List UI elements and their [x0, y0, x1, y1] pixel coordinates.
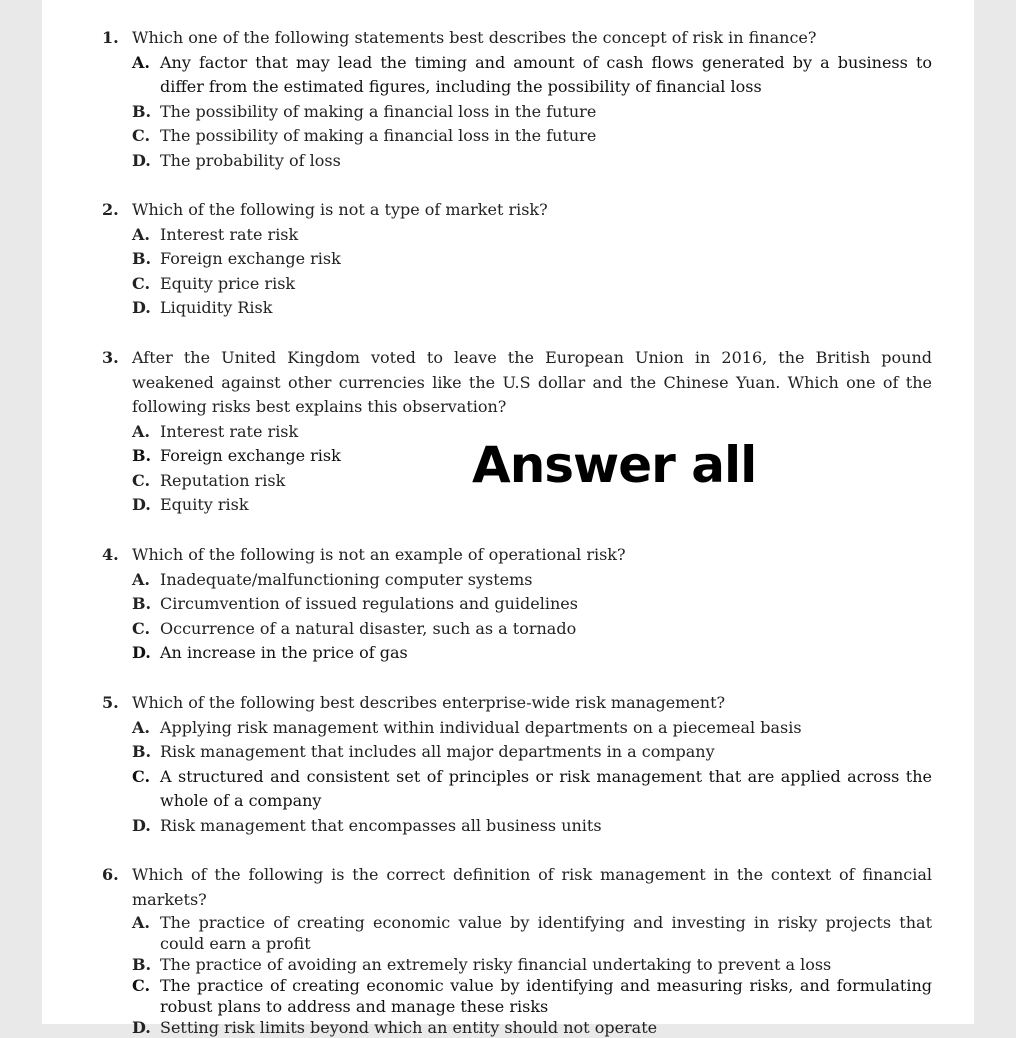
option-letter: A. — [132, 224, 150, 244]
option-letter: D. — [132, 150, 151, 170]
question-number: 2. — [102, 200, 119, 219]
option-letter: B. — [132, 249, 152, 268]
option-text: Setting risk limits beyond which an entity should not operate — [160, 1018, 658, 1037]
option-text: The possibility of making a financial loss in the future — [160, 101, 597, 121]
question-text: Which of the following best describes enterprise-wide risk management? — [132, 693, 726, 712]
option-text: An increase in the price of gas — [160, 643, 408, 662]
question-1 — [102, 26, 932, 173]
option-letter: D. — [132, 643, 151, 662]
option-text: Interest rate risk — [160, 421, 299, 441]
option-letter: A. — [132, 52, 150, 72]
option-text: Applying risk management within individual departments on a piecemeal basis — [160, 717, 802, 737]
option-text: The probability of loss — [160, 150, 341, 170]
option-letter: D. — [132, 1018, 151, 1037]
option-letter: A. — [132, 913, 150, 932]
question-text: Which of the following is not a type of market risk? — [132, 200, 548, 219]
question-text: After the United Kingdom voted to leave the European Union in 2016, the British pound weakened against other currencies like the U.S dollar and the Chinese Yuan. Which one of the following risks best explains this observation? — [132, 348, 932, 416]
option-text: Reputation risk — [160, 470, 286, 490]
option-letter: B. — [132, 101, 152, 121]
option-letter: B. — [132, 446, 152, 465]
option-text: Risk management that encompasses all business units — [160, 815, 602, 835]
option-letter: A. — [132, 717, 150, 737]
question-number: 3. — [102, 348, 119, 367]
option-text: The practice of creating economic value by identifying and measuring risks, and formulating robust plans to address and manage these risks — [160, 976, 932, 1016]
option-text: Equity price risk — [160, 273, 296, 293]
option-text: Foreign exchange risk — [160, 446, 341, 465]
option-letter: D. — [132, 815, 151, 835]
question-5 — [102, 691, 932, 838]
option-letter: A. — [132, 421, 150, 441]
question-text: Which one of the following statements best describes the concept of risk in finance? — [132, 28, 817, 47]
option-letter: D. — [132, 495, 151, 514]
option-text: Any factor that may lead the timing and amount of cash flows generated by a business to differ from the estimated figures, including the possibility of financial loss — [160, 52, 932, 96]
option-text: The practice of creating economic value by identifying and investing in risky projects that could earn a profit — [160, 913, 932, 953]
question-text: Which of the following is not an example of operational risk? — [132, 545, 626, 564]
option-text: Liquidity Risk — [160, 298, 273, 317]
option-letter: C. — [132, 273, 151, 293]
option-text: Circumvention of issued regulations and guidelines — [160, 594, 578, 613]
option-letter: B. — [132, 594, 152, 613]
question-number: 6. — [102, 865, 119, 884]
answer-all-overlay: Answer all — [472, 436, 757, 494]
option-text: Foreign exchange risk — [160, 249, 341, 268]
option-text: Inadequate/malfunctioning computer systems — [160, 569, 533, 589]
question-6 — [102, 863, 932, 1038]
option-letter: C. — [132, 470, 151, 490]
option-letter: C. — [132, 618, 151, 638]
option-letter: C. — [132, 126, 151, 145]
question-number: 4. — [102, 545, 119, 564]
option-letter: D. — [132, 298, 151, 317]
option-text: The practice of avoiding an extremely risky financial undertaking to prevent a loss — [160, 955, 832, 974]
option-text: Equity risk — [160, 495, 249, 514]
option-letter: B. — [132, 955, 152, 974]
option-text: Risk management that includes all major departments in a company — [160, 742, 715, 761]
question-2 — [102, 198, 932, 321]
question-number: 1. — [102, 28, 119, 47]
option-text: The possibility of making a financial loss in the future — [160, 126, 597, 145]
question-4 — [102, 543, 932, 666]
option-text: Interest rate risk — [160, 224, 299, 244]
option-text: Occurrence of a natural disaster, such as a tornado — [160, 618, 577, 638]
option-text: A structured and consistent set of principles or risk management that are applied across the whole of a company — [160, 766, 932, 810]
question-number: 5. — [102, 693, 119, 712]
option-letter: A. — [132, 569, 150, 589]
option-letter: B. — [132, 742, 152, 761]
option-letter: C. — [132, 976, 151, 995]
option-letter: C. — [132, 766, 151, 786]
question-text: Which of the following is the correct definition of risk management in the context of financial markets? — [132, 865, 932, 909]
